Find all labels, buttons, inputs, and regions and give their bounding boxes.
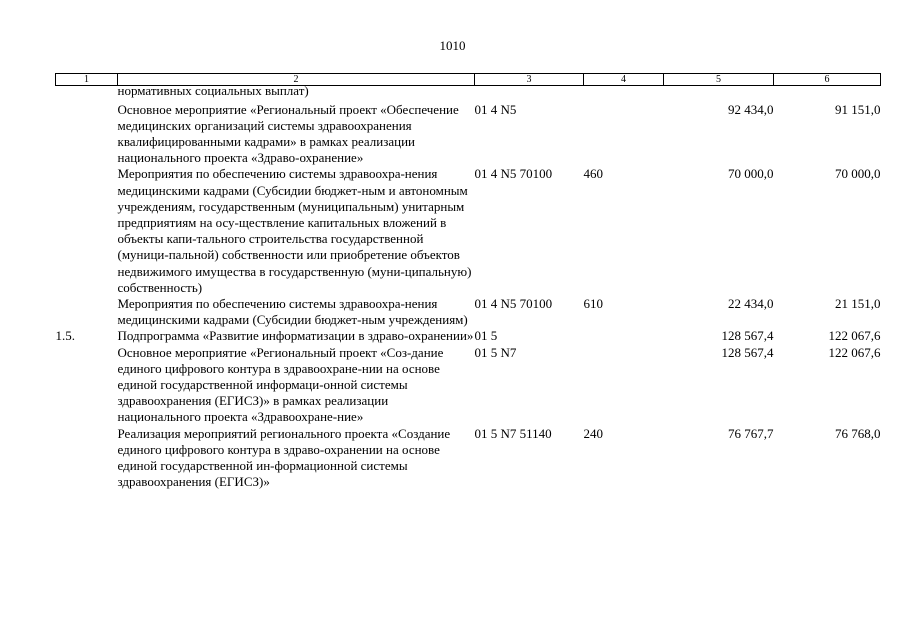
row-name: [118, 296, 475, 328]
budget-table: [55, 73, 881, 490]
row-name-text: Мероприятия по обеспечению системы здравоохра-нения медицинскими кадрами (Субсидии бюджет-ным и автономным учреждениям, государственным (муниципальным) унитарным предприятиям на осу-ществление капитальных вложений в объекты капи-тального строительства государственной (муници-пальной) собственности или приобретение объектов недвижимого имущества в государственную (муни-ципальную) собственность): [117, 166, 472, 295]
row-code: 01 4 N5 70100: [474, 295, 553, 311]
table-row: [56, 296, 881, 328]
row-code: 01 5 N7: [474, 344, 517, 360]
row-value-6: [774, 86, 881, 102]
row-value-6: 91 151,0: [835, 101, 881, 117]
row-number: [56, 166, 118, 296]
row-name: [118, 328, 475, 344]
row-type: 240: [583, 425, 603, 441]
row-value-5: 22 434,0: [728, 295, 774, 311]
row-type: 610: [583, 295, 603, 311]
row-type: [584, 345, 664, 426]
row-number: [56, 345, 118, 426]
row-value-5: [664, 86, 774, 102]
column-header-1: 1: [56, 74, 118, 86]
row-type: [584, 102, 664, 167]
column-header-4: 4: [584, 74, 664, 86]
row-name-text: нормативных социальных выплат): [117, 83, 309, 98]
row-value-6: 122 067,6: [828, 328, 881, 344]
row-code: 01 4 N5: [474, 101, 517, 117]
row-value-6: 70 000,0: [835, 166, 881, 182]
column-header-6: 6: [774, 74, 881, 86]
row-code: 01 4 N5 70100: [474, 166, 553, 182]
table-row: [56, 166, 881, 296]
row-name-text: Основное мероприятие «Региональный проект «Соз-дание единого цифрового контура в здравоохране-нии на основе единой государственной информаци-онной системы здравоохранения (ЕГИСЗ)» в рамках реализации национального проекта «Здравоохране-ние»: [117, 344, 444, 425]
row-code: [475, 86, 584, 102]
row-number: 1.5.: [55, 328, 75, 344]
row-name: [118, 166, 475, 296]
row-value-5: 70 000,0: [728, 166, 774, 182]
row-name-text: Основное мероприятие «Региональный проект «Обеспечение медицинских организаций системы здравоохранения квалифицированными кадрами» в рамках реализации национального проекта «Здраво-охранение»: [117, 101, 459, 166]
table-row: [56, 328, 881, 344]
row-type: [584, 86, 664, 102]
row-name: [118, 426, 475, 491]
table-row: [56, 86, 881, 102]
row-number: [56, 296, 118, 328]
row-name: [118, 345, 475, 426]
table-row: [56, 102, 881, 167]
row-name-text: Подпрограмма «Развитие информатизации в здраво-охранении»: [117, 328, 474, 344]
row-value-5: 92 434,0: [728, 101, 774, 117]
row-type: 460: [583, 166, 603, 182]
row-value-5: 128 567,4: [721, 344, 774, 360]
table-row: [56, 426, 881, 491]
column-header-5: 5: [664, 74, 774, 86]
column-header-2: 2: [118, 74, 475, 86]
table-row: [56, 345, 881, 426]
row-name-text: Мероприятия по обеспечению системы здравоохра-нения медицинскими кадрами (Субсидии бюджет-ным учреждениям): [117, 295, 468, 328]
row-number: [56, 102, 118, 167]
row-type: [584, 328, 664, 344]
row-code: 01 5 N7 51140: [474, 425, 552, 441]
row-value-5: 128 567,4: [721, 328, 774, 344]
row-value-5: 76 767,7: [728, 425, 774, 441]
row-value-6: 76 768,0: [835, 425, 881, 441]
row-value-6: 21 151,0: [835, 295, 881, 311]
row-name-text: Реализация мероприятий регионального проекта «Создание единого цифрового контура в здраво-охранении на основе единой государственной ин-формационной системы здравоохранения (ЕГИСЗ)»: [117, 425, 451, 490]
row-value-6: 122 067,6: [828, 344, 881, 360]
page-number: 1010: [439, 38, 466, 53]
row-code: 01 5: [474, 328, 498, 344]
row-name: [118, 102, 475, 167]
row-name: [117, 83, 475, 102]
row-number: [56, 86, 118, 102]
column-header-3: 3: [475, 74, 584, 86]
row-number: [56, 426, 118, 491]
